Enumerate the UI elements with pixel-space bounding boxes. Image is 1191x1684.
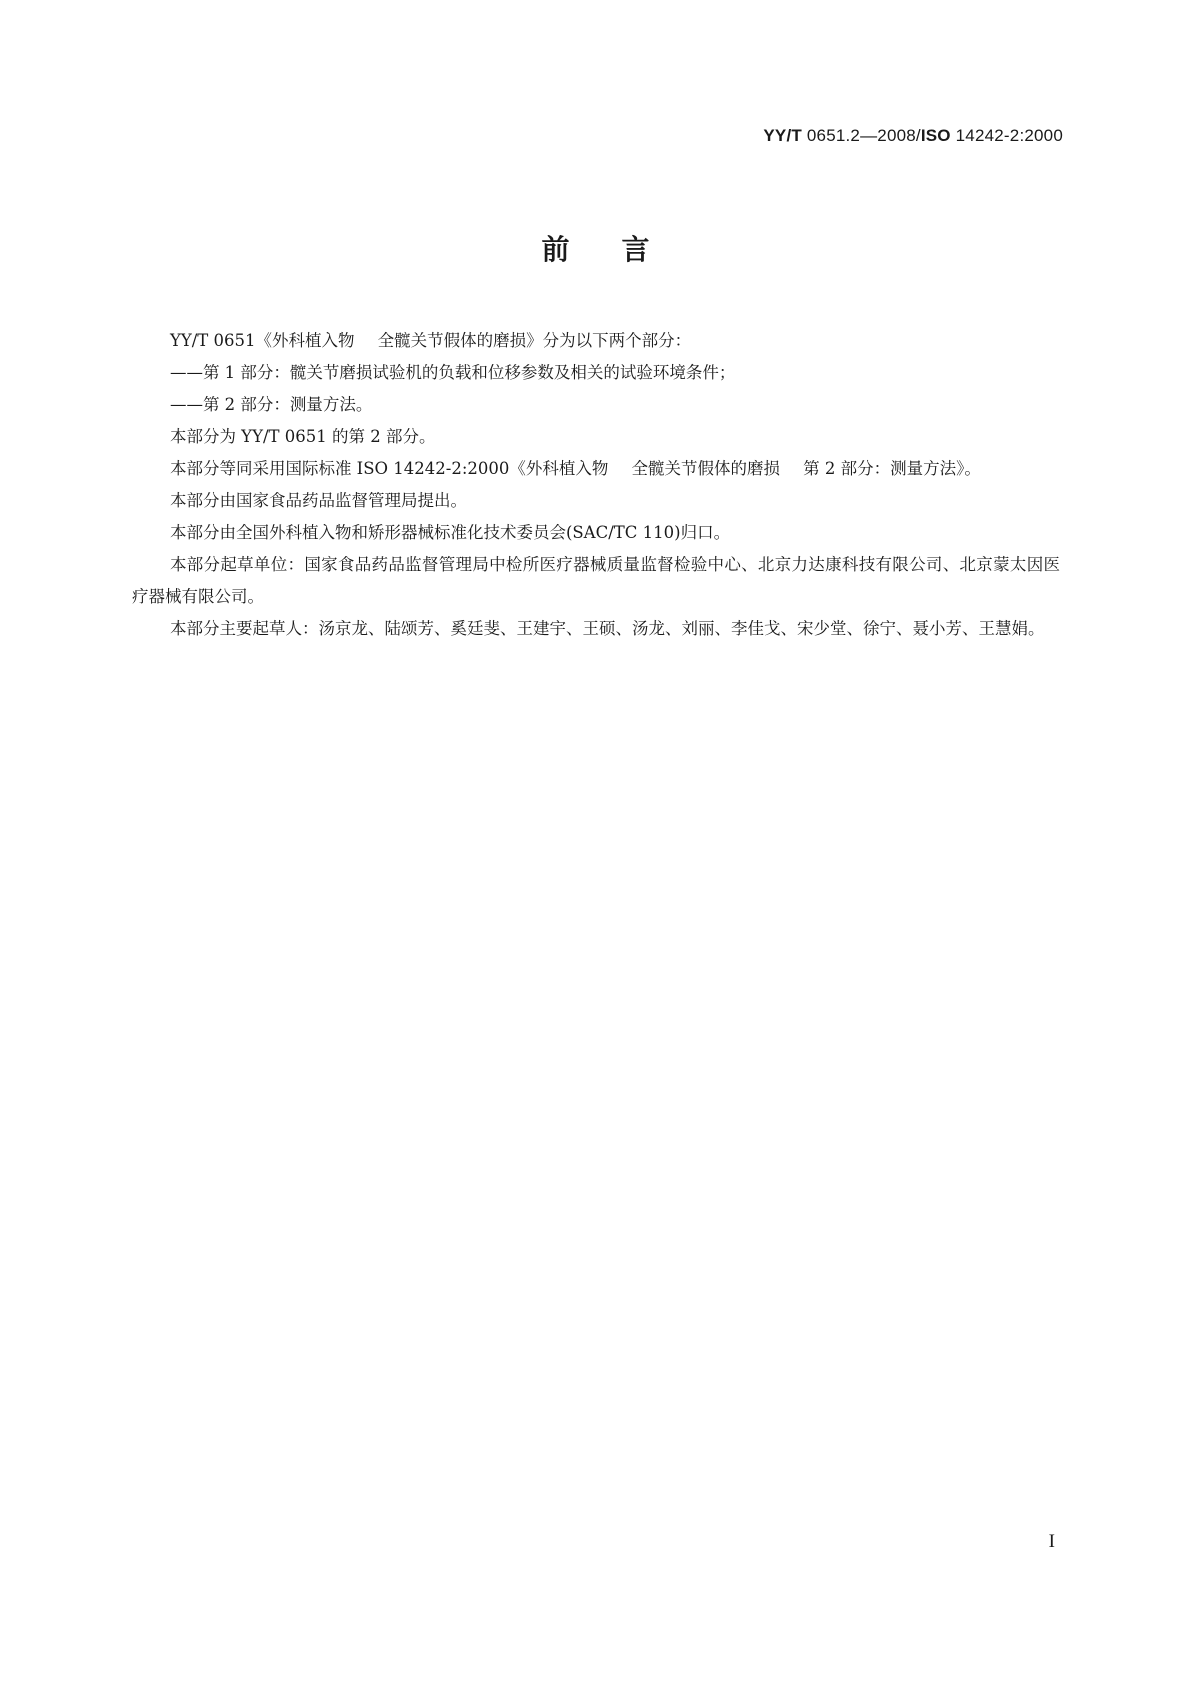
foreword-body — [132, 325, 1060, 645]
standard-code-iso: ISO — [920, 126, 951, 145]
paragraph-part-1: ——第 1 部分：髋关节磨损试验机的负载和位移参数及相关的试验环境条件； — [169, 363, 736, 382]
paragraph-text: 全髋关节假体的磨损》分为以下两个部分： — [377, 331, 692, 350]
page-number: I — [1048, 1531, 1055, 1552]
paragraph-adoption — [132, 453, 1060, 485]
paragraph-part-2: ——第 2 部分：测量方法。 — [169, 395, 373, 414]
paragraph-this-part: 本部分为 YY/T 0651 的第 2 部分。 — [169, 427, 436, 446]
page-title: 前言 — [541, 233, 702, 266]
paragraph-text: 第 2 部分：测量方法》。 — [803, 459, 981, 478]
paragraph-text: 全髋关节假体的磨损 — [631, 459, 780, 478]
paragraph-committee: 本部分由全国外科植入物和矫形器械标准化技术委员会(SAC/TC 110)归口。 — [169, 523, 731, 542]
paragraph-parts-intro — [132, 325, 1060, 357]
paragraph-drafters: 本部分主要起草人：汤京龙、陆颂芳、奚廷斐、王建宇、王硕、汤龙、刘丽、李佳戈、宋少堂、徐宁、聂小芳、王慧娟。 — [169, 619, 1045, 638]
standard-code — [763, 126, 1063, 146]
standard-code-number: 0651.2—2008/ — [801, 126, 921, 145]
paragraph-drafting-units: 本部分起草单位：国家食品药品监督管理局中检所医疗器械质量监督检验中心、北京力达康科技有限公司、北京蒙太因医疗器械有限公司。 — [132, 555, 1060, 606]
paragraph-text: YY/T 0651《外科植入物 — [169, 331, 355, 350]
paragraph-text: 本部分等同采用国际标准 ISO 14242-2:2000《外科植入物 — [169, 459, 609, 478]
standard-code-prefix: YY/T — [763, 126, 802, 145]
paragraph-proposer: 本部分由国家食品药品监督管理局提出。 — [169, 491, 467, 510]
standard-code-iso-number: 14242-2:2000 — [950, 126, 1063, 145]
